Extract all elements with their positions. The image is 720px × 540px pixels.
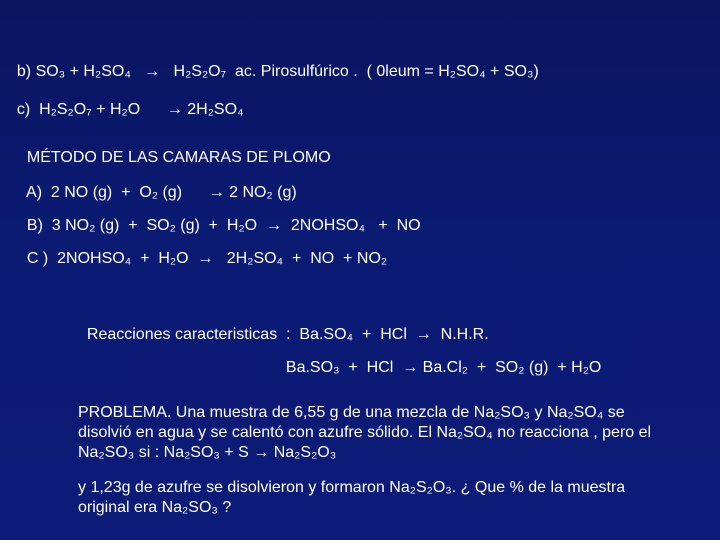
problem-question-text: y 1,23g de azufre se disolvieron y formaron Na₂S₂O₃. ¿ Que % de la muestra original era Na₂SO₃ ? [78, 479, 626, 516]
reaction-b [8, 42, 539, 82]
reaction-a-text: A) 2 NO (g) + O₂ (g) → 2 NO₂ (g) [26, 184, 297, 201]
reaction-b-text: b) SO₃ + H₂SO₄ → H₂S₂O₇ ac. Pirosulfúrico . ( 0leum = H₂SO₄ + SO₃) [16, 63, 539, 80]
problem-statement-text: PROBLEMA. Una muestra de 6,55 g de una mezcla de Na₂SO₃ y Na₂SO₄ se disolvió en agua y se calentó con azufre sólido. El Na₂SO₄ no reacciona , pero el Na₂SO₃ si : Na₂SO₃ + S → Na₂S₂O₃ [78, 404, 652, 461]
reaction-c-text: c) H₂S₂O₇ + H₂O → 2H₂SO₄ [16, 101, 244, 118]
reaction-c-chamber [18, 229, 387, 269]
reaction-c-chamber-text: C ) 2NOHSO₄ + H₂O → 2H₂SO₄ + NO + NO₂ [26, 250, 388, 267]
characteristic-reaction-2-text: Ba.SO₃ + HCl → Ba.Cl₂ + SO₂ (g) + H₂O [285, 359, 602, 376]
problem-question [78, 478, 678, 518]
section-title-text: MÉTODO DE LAS CAMARAS DE PLOMO [26, 149, 331, 166]
section-title [18, 128, 331, 168]
problem-statement [78, 403, 678, 463]
characteristic-reaction-1-text: Reacciones caracteristicas : Ba.SO₄ + HCl → N.H.R. [86, 326, 489, 343]
characteristic-reaction-2 [277, 338, 601, 378]
reaction-c [8, 80, 244, 120]
reaction-b-chamber-text: B) 3 NO₂ (g) + SO₂ (g) + H₂O → 2NOHSO₄ + NO [26, 217, 421, 234]
